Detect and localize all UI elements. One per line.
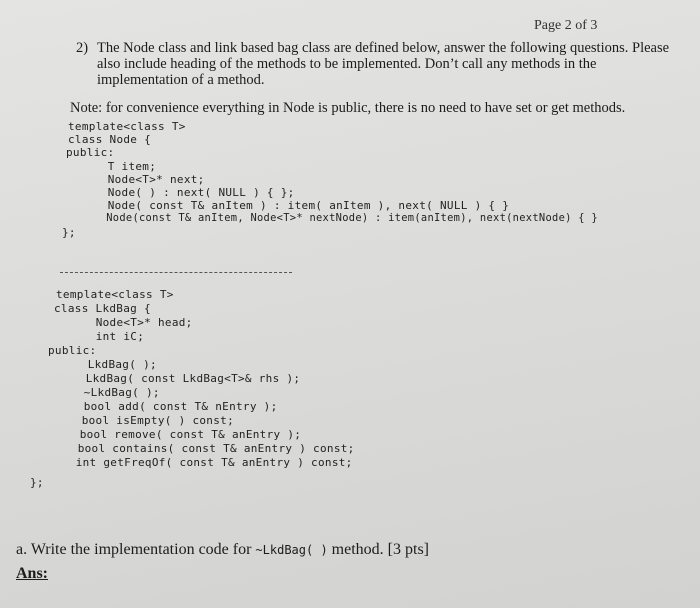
bag-code-line-10: bool isEmpty( ) const; [54,414,234,427]
bag-code-line-14: }; [30,476,44,489]
node-code-line-5: Node<T>* next; [80,173,205,186]
subquestion-prefix: a. Write the implementation code for [16,541,256,558]
question-line-3: implementation of a method. [97,72,265,88]
note-text: Note: for convenience everything in Node is public, there is no need to have set or get methods. [70,100,626,116]
bag-code-line-3: Node<T>* head; [68,316,193,329]
node-code-line-7: Node( const T& anItem ) : item( anItem ), next( NULL ) { } [80,199,510,212]
answer-label: Ans: [16,565,49,582]
bag-code-line-11: bool remove( const T& anEntry ); [52,428,302,441]
bag-code-line-4: int iC; [68,330,145,343]
question-line-2: also include heading of the methods to be implemented. Don’t call any methods in the [97,56,597,72]
bag-code-line-9: bool add( const T& nEntry ); [56,400,278,413]
bag-code-line-5: public: [48,344,97,357]
bag-code-line-8: ~LkdBag( ); [56,386,160,399]
bag-code-line-2: class LkdBag { [54,302,151,315]
node-code-line-9: }; [62,226,76,239]
question-number: 2) [76,40,89,56]
node-code-line-1: template<class T> [68,120,186,133]
subquestion-a [16,541,429,559]
bag-code-line-1: template<class T> [56,288,174,301]
bag-code-line-12: bool contains( const T& anEntry ) const; [50,442,355,455]
bag-code-line-6: LkdBag( ); [60,358,157,371]
bag-code-line-7: LkdBag( const LkdBag<T>& rhs ); [58,372,301,385]
subquestion-suffix: method. [3 pts] [327,541,429,558]
node-code-line-4: T item; [80,160,157,173]
section-divider [60,272,292,273]
question-line-1: The Node class and link based bag class are defined below, answer the following questions. Please [97,40,670,56]
node-code-line-2: class Node { [68,133,152,146]
node-code-line-3: public: [66,146,115,159]
bag-code-line-13: int getFreqOf( const T& anEntry ) const; [48,456,353,469]
node-code-line-6: Node( ) : next( NULL ) { }; [80,186,295,199]
page-number: Page 2 of 3 [534,18,598,33]
node-code-line-8: Node(const T& anItem, Node<T>* nextNode) : item(anItem), next(nextNode) { } [80,212,598,224]
subquestion-code: ~LkdBag( ) [255,543,328,557]
